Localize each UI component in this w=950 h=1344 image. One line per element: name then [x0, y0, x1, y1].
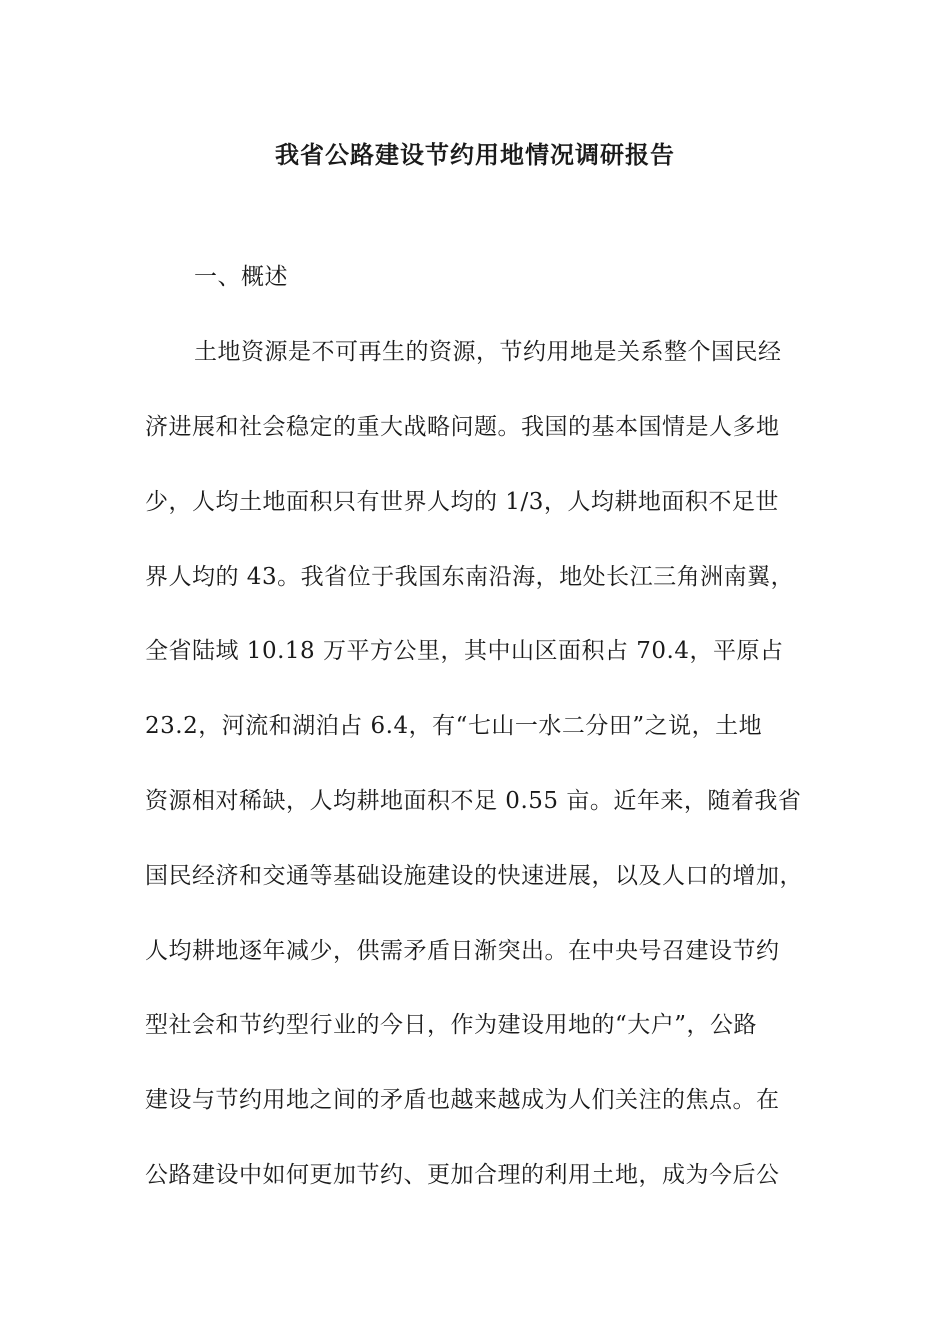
paragraph-line: 界人均的 43。我省位于我国东南沿海，地处长江三角洲南翼， [145, 564, 795, 590]
paragraph-line: 济进展和社会稳定的重大战略问题。我国的基本国情是人多地 [145, 414, 780, 440]
paragraph-line: 少，人均土地面积只有世界人均的 1/3，人均耕地面积不足世 [145, 489, 779, 515]
paragraph-line: 型社会和节约型行业的今日，作为建设用地的“大户”，公路 [145, 1012, 758, 1038]
paragraph-line: 土地资源是不可再生的资源，节约用地是关系整个国民经 [194, 339, 782, 365]
paragraph-line: 全省陆域 10.18 万平方公里，其中山区面积占 70.4，平原占 [145, 638, 784, 664]
section-heading: 一、概述 [194, 264, 288, 290]
paragraph-line: 23.2，河流和湖泊占 6.4，有“七山一水二分田”之说，土地 [145, 713, 763, 739]
paragraph-line: 人均耕地逐年减少，供需矛盾日渐突出。在中央号召建设节约 [145, 938, 780, 964]
paragraph-line: 国民经济和交通等基础设施建设的快速进展，以及人口的增加， [145, 863, 803, 889]
document-title: 我省公路建设节约用地情况调研报告 [275, 140, 675, 169]
paragraph-line: 公路建设中如何更加节约、更加合理的利用土地，成为今后公 [145, 1162, 780, 1188]
paragraph-line: 建设与节约用地之间的矛盾也越来越成为人们关注的焦点。在 [145, 1087, 780, 1113]
paragraph-line: 资源相对稀缺，人均耕地面积不足 0.55 亩。近年来，随着我省 [145, 788, 802, 814]
